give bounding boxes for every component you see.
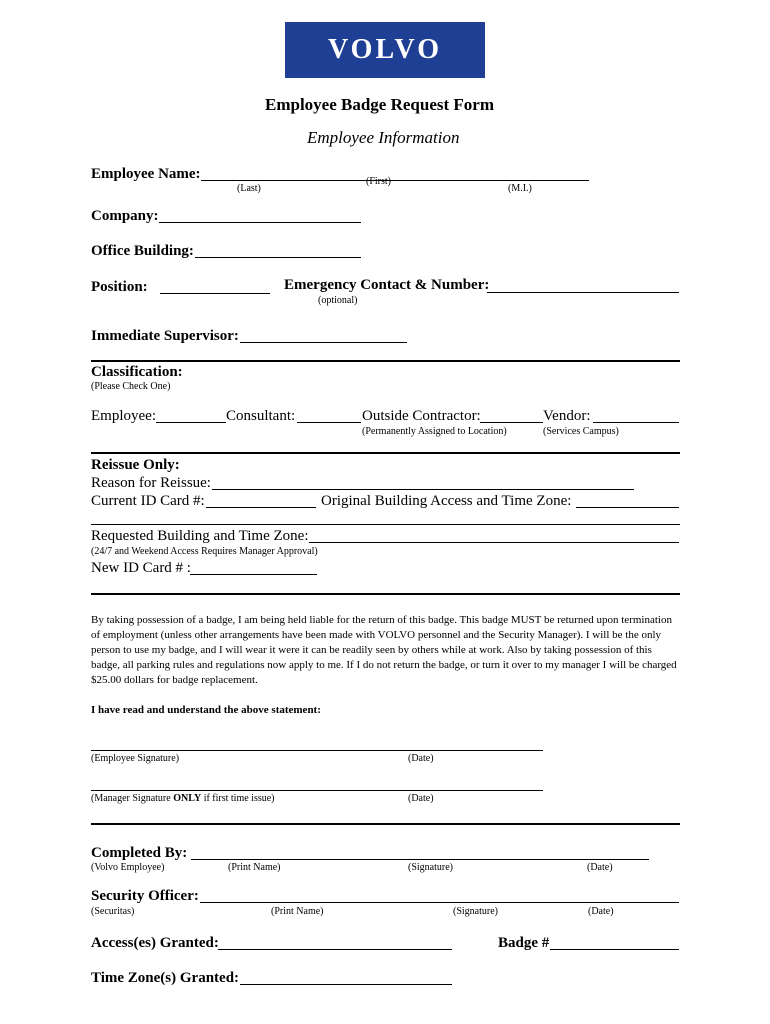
- current-id-label: Current ID Card #:: [91, 493, 205, 509]
- new-id-field[interactable]: [190, 574, 317, 575]
- vendor-option-label: Vendor:: [543, 408, 591, 424]
- new-id-label: New ID Card # :: [91, 560, 191, 576]
- time-zones-label: Time Zone(s) Granted:: [91, 970, 240, 986]
- requested-building-label: Requested Building and Time Zone:: [91, 528, 309, 544]
- security-print-name-caption: (Print Name): [271, 906, 324, 917]
- divider: [91, 524, 680, 525]
- logo-text: VOLVO: [328, 34, 442, 65]
- time-zones-field[interactable]: [240, 984, 452, 985]
- outside-contractor-option-label: Outside Contractor:: [362, 408, 481, 424]
- divider: [91, 452, 680, 454]
- volvo-logo: [285, 22, 485, 78]
- employee-option-label: Employee:: [91, 408, 156, 424]
- employee-checkbox-field[interactable]: [156, 422, 226, 423]
- employee-date-caption: (Date): [408, 753, 434, 764]
- manager-caption-only: ONLY: [173, 793, 202, 804]
- middle-initial-caption: (M.I.): [508, 183, 532, 194]
- access-granted-field[interactable]: [218, 949, 452, 950]
- acknowledge-statement: I have read and understand the above statement:: [91, 704, 321, 716]
- completed-date-caption: (Date): [587, 862, 613, 873]
- immediate-supervisor-field[interactable]: [240, 342, 407, 343]
- position-label: Position:: [91, 279, 148, 295]
- security-signature-caption: (Signature): [453, 906, 498, 917]
- last-name-caption: (Last): [237, 183, 261, 194]
- employee-signature-field[interactable]: [91, 750, 543, 751]
- access-granted-label: Access(es) Granted:: [91, 935, 219, 951]
- form-title: Employee Badge Request Form: [265, 95, 495, 114]
- divider: [91, 593, 680, 595]
- completed-by-label: Completed By:: [91, 845, 188, 861]
- emergency-optional-note: (optional): [318, 295, 358, 306]
- original-building-label: Original Building Access and Time Zone:: [321, 493, 572, 509]
- manager-signature-caption: [91, 794, 275, 804]
- classification-label: Classification:: [91, 364, 183, 380]
- divider: [91, 360, 680, 362]
- completed-signature-caption: (Signature): [408, 862, 453, 873]
- liability-statement: By taking possession of a badge, I am being held liable for the return of this badge. This badge MUST be returned upon termination of employment (unless other arrangements have been made with VOLVO personnel and the Security Manager). I will be the only person to use my badge, and I will wear it were it can be readily seen by others while at work. Also by taking possession of this badge, all parking rules and regulations now apply to me. If I do not return the badge, or turn it over to my manager I will be charged $25.00 dollars for badge replacement.: [91, 614, 677, 686]
- company-field[interactable]: [159, 222, 361, 223]
- completed-print-name-caption: (Print Name): [228, 862, 281, 873]
- consultant-option-label: Consultant:: [226, 408, 296, 424]
- requested-building-note: (24/7 and Weekend Access Requires Manager Approval): [91, 546, 318, 557]
- vendor-checkbox-field[interactable]: [593, 422, 679, 423]
- employee-name-field[interactable]: [201, 180, 589, 181]
- employee-name-label: Employee Name:: [91, 166, 201, 182]
- employee-signature-caption: (Employee Signature): [91, 753, 180, 764]
- vendor-note: (Services Campus): [543, 426, 619, 437]
- original-building-field[interactable]: [576, 507, 679, 508]
- first-name-caption: (First): [366, 176, 391, 187]
- securitas-caption: (Securitas): [91, 906, 135, 917]
- security-officer-label: Security Officer:: [91, 888, 199, 904]
- outside-contractor-checkbox-field[interactable]: [480, 422, 543, 423]
- office-building-label: Office Building:: [91, 243, 194, 259]
- outside-contractor-note: (Permanently Assigned to Location): [362, 426, 507, 437]
- reason-for-reissue-field[interactable]: [212, 489, 634, 490]
- reason-for-reissue-label: Reason for Reissue:: [91, 475, 211, 491]
- emergency-contact-label: Emergency Contact & Number:: [284, 277, 490, 293]
- security-date-caption: (Date): [588, 906, 614, 917]
- immediate-supervisor-label: Immediate Supervisor:: [91, 328, 239, 344]
- badge-number-field[interactable]: [550, 949, 679, 950]
- reissue-label: Reissue Only:: [91, 457, 180, 473]
- classification-note: (Please Check One): [91, 381, 171, 392]
- company-label: Company:: [91, 208, 159, 224]
- emergency-contact-field[interactable]: [487, 292, 679, 293]
- requested-building-field[interactable]: [309, 542, 679, 543]
- office-building-field[interactable]: [195, 257, 361, 258]
- manager-caption-prefix: (Manager Signature: [91, 793, 174, 804]
- manager-date-caption: (Date): [408, 793, 434, 804]
- security-officer-field[interactable]: [200, 902, 679, 903]
- completed-by-field[interactable]: [191, 859, 649, 860]
- position-field[interactable]: [160, 293, 270, 294]
- manager-caption-suffix: if first time issue): [201, 793, 275, 804]
- manager-signature-field[interactable]: [91, 790, 543, 791]
- divider: [91, 823, 680, 825]
- section-title: Employee Information: [307, 128, 460, 147]
- volvo-employee-caption: (Volvo Employee): [91, 862, 165, 873]
- current-id-field[interactable]: [206, 507, 316, 508]
- consultant-checkbox-field[interactable]: [297, 422, 361, 423]
- badge-number-label: Badge #: [498, 935, 550, 951]
